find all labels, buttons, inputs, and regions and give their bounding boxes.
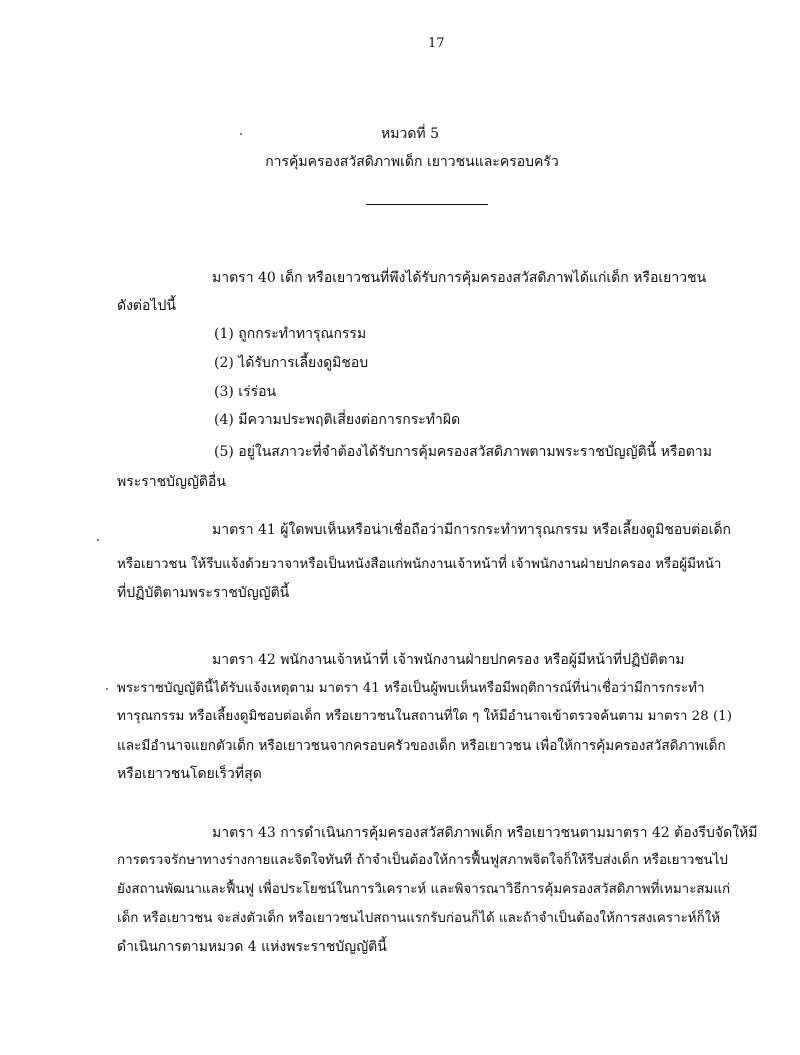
section-40-item-1: (1) ถูกกระทำทารุณกรรม bbox=[214, 326, 367, 342]
scan-speck bbox=[106, 688, 108, 690]
section-41-line-3: ที่ปฏิบัติตามพระราชบัญญัตินี้ bbox=[117, 585, 290, 601]
section-40-line-2: ดังต่อไปนี้ bbox=[117, 298, 176, 314]
section-40-item-4: (4) มีความประพฤติเสี่ยงต่อการกระทำผิด bbox=[214, 412, 461, 428]
section-42-line-3: ทารุณกรรม หรือเลี้ยงดูมิชอบต่อเด็ก หรือเยาวชนในสถานที่ใด ๆ ให้มีอำนาจเข้าตรวจค้นตาม มาตรา 28 (1) bbox=[117, 709, 732, 724]
section-40-item-5: (5) อยู่ในสภาวะที่จำต้องได้รับการคุ้มครองสวัสดิภาพตามพระราชบัญญัตินี้ หรือตาม bbox=[214, 444, 712, 460]
section-43-line-2: การตรวจรักษาทางร่างกายและจิตใจทันที ถ้าจำเป็นต้องให้การฟื้นฟูสภาพจิตใจก็ให้รีบส่งเด็ก หรือเยาวชนไป bbox=[117, 853, 728, 868]
chapter-title: หมวดที่ 5 bbox=[381, 126, 439, 142]
section-42-line-2: พระราชบัญญัตินี้ได้รับแจ้งเหตุตาม มาตรา 41 หรือเป็นผู้พบเห็นหรือมีพฤติการณ์ที่น่าเชื่อว่ามีการกระทำ bbox=[117, 681, 705, 696]
chapter-subtitle: การคุ้มครองสวัสดิภาพเด็ก เยาวชนและครอบครัว bbox=[265, 154, 559, 170]
title-divider bbox=[366, 204, 488, 205]
scan-speck bbox=[240, 133, 242, 135]
section-40-line-end: พระราชบัญญัติอื่น bbox=[117, 474, 226, 490]
section-43-line-3: ยังสถานพัฒนาและฟื้นฟู เพื่อประโยชน์ในการวิเคราะห์ และพิจารณาวิธีการคุ้มครองสวัสดิภาพที่เหมาะสมแก่ bbox=[117, 882, 731, 897]
section-42-line-1: มาตรา 42 พนักงานเจ้าหน้าที่ เจ้าพนักงานฝ่ายปกครอง หรือผู้มีหน้าที่ปฏิบัติตาม bbox=[212, 652, 685, 668]
section-41-line-1: มาตรา 41 ผู้ใดพบเห็นหรือน่าเชื่อถือว่ามีการกระทำทารุณกรรม หรือเลี้ยงดูมิชอบต่อเด็ก bbox=[212, 522, 732, 538]
section-41-line-2: หรือเยาวชน ให้รีบแจ้งด้วยวาจาหรือเป็นหนังสือแก่พนักงานเจ้าหน้าที่ เจ้าพนักงานฝ่ายปกครอง หรือผู้มีหน้า bbox=[117, 557, 722, 572]
section-43-line-1: มาตรา 43 การดำเนินการคุ้มครองสวัสดิภาพเด็ก หรือเยาวชนตามมาตรา 42 ต้องรีบจัดให้มี bbox=[212, 825, 758, 841]
section-43-line-5: ดำเนินการตามหมวด 4 แห่งพระราชบัญญัตินี้ bbox=[117, 939, 387, 955]
section-43-line-4: เด็ก หรือเยาวชน จะส่งตัวเด็ก หรือเยาวชนไปสถานแรกรับก่อนก็ได้ และถ้าจำเป็นต้องให้การสงเคราะห์ก็ให้ bbox=[117, 911, 721, 926]
section-40-item-3: (3) เร่ร่อน bbox=[214, 384, 277, 400]
scan-speck bbox=[97, 539, 99, 541]
page-number: 17 bbox=[428, 36, 445, 51]
section-42-line-4: และมีอำนาจแยกตัวเด็ก หรือเยาวชนจากครอบครัวของเด็ก หรือเยาวชน เพื่อให้การคุ้มครองสวัสดิภาพเด็ก bbox=[117, 738, 726, 754]
section-40-line-1: มาตรา 40 เด็ก หรือเยาวชนที่พึงได้รับการคุ้มครองสวัสดิภาพได้แก่เด็ก หรือเยาวชน bbox=[212, 270, 707, 286]
section-42-line-5: หรือเยาวชนโดยเร็วที่สุด bbox=[117, 766, 262, 782]
section-40-item-2: (2) ได้รับการเลี้ยงดูมิชอบ bbox=[214, 355, 369, 371]
